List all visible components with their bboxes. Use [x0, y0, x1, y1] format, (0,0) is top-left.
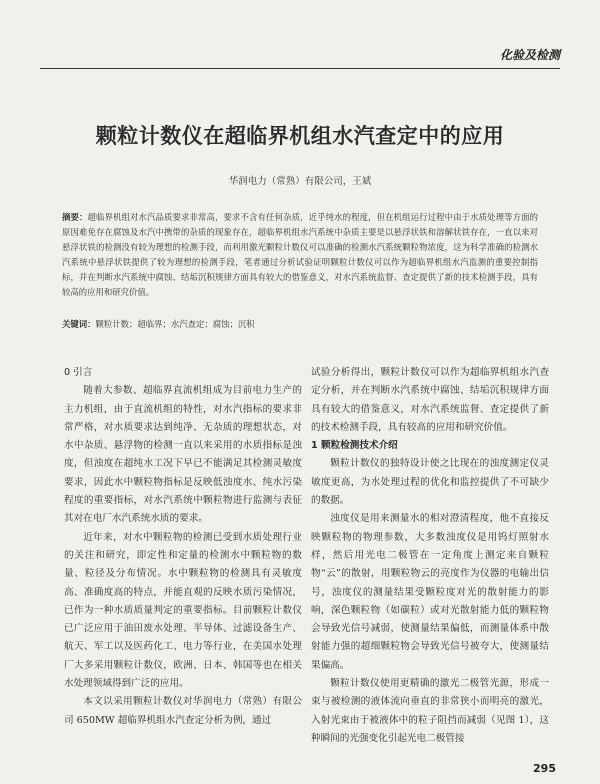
- article-title: 颗粒计数仪在超临界机组水汽查定中的应用: [95, 124, 505, 148]
- paragraph: 颗粒计数仪使用更精确的激光二极管光源，形成一束与被检测的液体流向垂直的非常狭小而明亮的激光，入射光束由于被液体中的粒子阻挡而减弱（见图 1），这种瞬间的光强变化引起光电二极管接: [311, 678, 549, 744]
- body-column-left: [64, 364, 302, 730]
- section-label: 化验及检测: [499, 48, 560, 62]
- paragraph: 近年来，对水中颗粒物的检测已受到水质处理行业的关注和研究，即定性和定量的检测水中颗粒物的数量、粒径及分布情况。水中颗粒物的检测具有灵敏度高、准确度高的特点，并能直观的反映水质污染情况，已作为一种水质质量判定的重要指标。目前颗粒计数仪已广泛应用于油田废水处理、半导体、过滤设备生产、航天、军工以及医药化工、电力等行业，在美国水处理厂大多采用颗粒计数仪，欧洲、日本、韩国等也在相关水处理领域得到广泛的应用。: [64, 531, 302, 690]
- keywords: [62, 318, 538, 330]
- section-heading-introduction: 0 引言: [64, 367, 93, 378]
- keywords-text: 颗粒计数；超临界；水汽查定；腐蚀；沉积: [95, 319, 255, 329]
- article-authors: 华润电力（常熟）有限公司，王斌: [228, 176, 372, 187]
- keywords-label: 关键词：: [62, 319, 96, 329]
- page-number: 295: [533, 762, 556, 775]
- paragraph: 随着大参数、超临界直流机组成为目前电力生产的主力机组，由于直流机组的特性，对水汽指标的要求非常严格，对水质要求达到纯净、无杂质的理想状态，对水中杂质、悬浮物的检测一直以来采用的水质指标是浊度，但浊度在超纯水工况下早已不能满足其检测灵敏度要求，因此水中颗粒物指标是反映低浊度水、纯水污染程度的重要指标，对水汽系统中颗粒物进行监测与表征其对在电厂水汽系统水质的要求。: [64, 385, 302, 525]
- header-rule: [40, 68, 560, 69]
- section-heading-text: 1 颗粒检测技术介绍: [311, 440, 398, 452]
- abstract: [62, 210, 538, 300]
- body-column-right: [311, 364, 549, 748]
- paragraph: 浊度仪是用来测量水的相对澄清程度，他不直接反映颗粒物的物理参数，大多数浊度仪是用钨灯照射水样，然后用光电二极管在一定角度上测定来自颗粒物“云”的散射，用颗粒物云的亮度作为仪器的电输出信号，浊度仪的测量结果受颗粒度对光的散射能力的影响，深色颗粒物（如碳粒）或对光散射能力低的颗粒物会导致光信号减弱，使测量结果偏低，而测量体系中散射能力强的超细颗粒物会导致光信号被夸大，使测量结果偏高。: [311, 513, 549, 671]
- paragraph: 试验分析得出，颗粒计数仪可以作为超临界机组水汽查定分析，并在判断水汽系统中腐蚀、结垢沉积规律方面具有较大的借鉴意义，对水汽系统监督、查定提供了新的技术检测手段，具有较高的应用和研究价值。: [311, 367, 549, 433]
- abstract-label: 摘要：: [62, 212, 88, 222]
- abstract-text: 超临界机组对水汽品质要求非常高，要求不含有任何杂质，近乎纯水的程度，但在机组运行过程中由于水质处理等方面的原因难免存在腐蚀及水汽中携带的杂质的现象存在，超临界机组水汽系统中杂质主要是以悬浮状铁和溶解状铁存在，一直以来对悬浮状铁的检测没有较为理想的检测手段，而利用激光颗粒计数仪可以准确的检测水汽系统颗粒物浓度，这为科学准确的检测水汽系统中悬浮状铁提供了较为理想的检测手段，笔者通过分析试验证明颗粒计数仪可以作为超临界机组水汽监测的重要控制指标，并在判断水汽系统中腐蚀、结垢沉积规律方面具有较大的借鉴意义，对水汽系统监督、查定提供了新的技术检测手段，具有较高的应用和研究价值。: [62, 212, 539, 297]
- section-heading-particle-detection: [311, 437, 549, 455]
- paragraph: 本文以采用颗粒计数仪对华润电力（常熟）有限公司 650MW 超临界机组水汽查定分析为例，通过: [64, 696, 302, 726]
- paragraph: 颗粒计数仪的独特设计使之比现在的浊度测定仪灵敏度更高，为水处理过程的优化和监控提供了不可缺少的数据。: [311, 458, 549, 507]
